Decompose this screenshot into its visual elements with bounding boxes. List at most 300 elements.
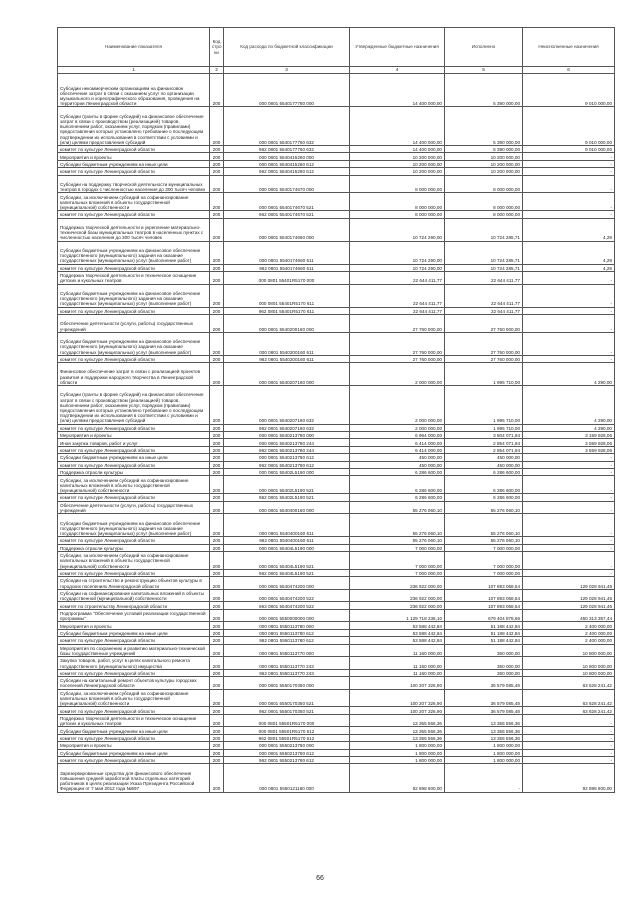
row-approved-cell: 6 414 000,00 bbox=[350, 446, 445, 453]
table-row bbox=[58, 569, 615, 576]
row-code-cell: 962 0801 5540415260 612 bbox=[224, 168, 350, 175]
table-row bbox=[58, 461, 615, 468]
row-approved-cell: 27 760 000,00 bbox=[350, 314, 445, 332]
row-executed-cell: 7 000 000,00 bbox=[445, 569, 523, 576]
row-line-cell: 200 bbox=[210, 175, 224, 193]
table-row bbox=[58, 577, 615, 590]
column-number: 4 bbox=[350, 67, 445, 74]
row-code-cell: 000 0801 5550121160 000 bbox=[224, 764, 350, 792]
row-unexecuted-cell: - bbox=[523, 454, 615, 461]
row-executed-cell: 36 579 085,48 bbox=[445, 689, 523, 707]
row-unexecuted-cell: 9 010 000,00 bbox=[523, 74, 615, 107]
row-code-cell: 000 0801 5540174670 000 bbox=[224, 175, 350, 193]
row-executed-cell: 27 760 000,00 bbox=[445, 332, 523, 355]
row-line-cell: 200 bbox=[210, 446, 224, 453]
row-line-cell: 200 bbox=[210, 644, 224, 657]
row-name-cell: Зарезервированные средства для финансового обеспечения повышения средней заработной платы отдельных категорий работников в целях реализации Указа Президента Российской Федерации от 7 мая 2012 года №597 bbox=[58, 764, 210, 792]
row-executed-cell: 1 800 000,00 bbox=[445, 749, 523, 756]
table-row bbox=[58, 241, 615, 264]
row-line-cell: 200 bbox=[210, 211, 224, 218]
row-approved-cell: 100 207 326,90 bbox=[350, 689, 445, 707]
table-row bbox=[58, 494, 615, 501]
row-code-cell: 000 0801 5540213780 000 bbox=[224, 432, 350, 439]
row-line-cell: 200 bbox=[210, 218, 224, 241]
row-unexecuted-cell: 450 313 357,44 bbox=[523, 609, 615, 622]
row-line-cell: 200 bbox=[210, 432, 224, 439]
column-number: 6 bbox=[523, 67, 615, 74]
row-executed-cell: 10 200 000,00 bbox=[445, 168, 523, 175]
row-unexecuted-cell: 4,29 bbox=[523, 241, 615, 264]
row-unexecuted-cell: - bbox=[523, 742, 615, 749]
row-unexecuted-cell: 63 628 241,42 bbox=[523, 707, 615, 714]
row-line-cell: 200 bbox=[210, 544, 224, 551]
row-line-cell: 200 bbox=[210, 714, 224, 727]
row-unexecuted-cell: 3 559 928,06 bbox=[523, 439, 615, 446]
row-line-cell: 200 bbox=[210, 622, 224, 629]
table-header-row bbox=[58, 28, 615, 67]
row-name-cell: Субсидии бюджетным учреждениям на финансовое обеспечение государственного (муниципального) задания на оказание государственных (муниципальных) услуг (выполнение работ) bbox=[58, 332, 210, 355]
row-name-cell: Субсидии, за исключением субсидий на софинансирование капитальных вложений в объекты государственной (муниципальной) собственности bbox=[58, 476, 210, 494]
row-approved-cell: 10 724 290,00 bbox=[350, 264, 445, 271]
row-line-cell: 200 bbox=[210, 577, 224, 590]
row-code-cell: 000 0801 55501R5170 612 bbox=[224, 727, 350, 734]
row-approved-cell: 6 414 000,00 bbox=[350, 439, 445, 446]
column-number: 2 bbox=[210, 67, 224, 74]
row-code-cell: 000 0801 5540400160 000 bbox=[224, 501, 350, 514]
row-approved-cell: 92 898 600,00 bbox=[350, 764, 445, 792]
row-code-cell: 000 0801 5550113770 243 bbox=[224, 657, 350, 670]
header-name: Наименование показателя bbox=[58, 28, 210, 67]
row-executed-cell: 6 286 600,00 bbox=[445, 469, 523, 476]
row-approved-cell: 236 922 000,00 bbox=[350, 577, 445, 590]
row-unexecuted-cell: 10 800 000,00 bbox=[523, 669, 615, 676]
row-name-cell: комитет по культуре Ленинградской области bbox=[58, 145, 210, 152]
table-body bbox=[58, 74, 615, 793]
row-code-cell: 000 0801 5540177760 632 bbox=[224, 107, 350, 146]
header-approved: Утвержденные бюджетные назначения bbox=[350, 28, 445, 67]
row-name-cell: Иная закупка товаров, работ и услуг bbox=[58, 439, 210, 446]
row-approved-cell: 2 000 000,00 bbox=[350, 386, 445, 425]
row-code-cell: 000 0801 5540177760 000 bbox=[224, 74, 350, 107]
row-name-cell: Поддержка творческой деятельности и укрепление материально-технической базы муниципальных театров в населенных пунктах с численностью населения до 300 тысяч человек bbox=[58, 218, 210, 241]
row-line-cell: 200 bbox=[210, 501, 224, 514]
row-executed-cell: 8 000 000,00 bbox=[445, 211, 523, 218]
row-executed-cell: 450 000,00 bbox=[445, 454, 523, 461]
row-line-cell: 200 bbox=[210, 537, 224, 544]
row-name-cell: комитет по культуре Ленинградской области bbox=[58, 569, 210, 576]
row-name-cell: Субсидии на поддержку творческой деятельности муниципальных театров в городах с численностью населения до 300 тысяч человек bbox=[58, 175, 210, 193]
table-row bbox=[58, 501, 615, 514]
row-approved-cell: 6 964 000,00 bbox=[350, 432, 445, 439]
table-row bbox=[58, 446, 615, 453]
row-unexecuted-cell: 4,29 bbox=[523, 218, 615, 241]
row-line-cell: 200 bbox=[210, 677, 224, 690]
row-executed-cell: 8 000 000,00 bbox=[445, 175, 523, 193]
row-approved-cell: 11 160 000,00 bbox=[350, 669, 445, 676]
row-unexecuted-cell: - bbox=[523, 193, 615, 211]
column-number: 1 bbox=[58, 67, 210, 74]
row-name-cell: Обеспечение деятельности (услуги, работы) государственных учреждений bbox=[58, 314, 210, 332]
row-unexecuted-cell: - bbox=[523, 175, 615, 193]
table-row bbox=[58, 544, 615, 551]
table-row bbox=[58, 677, 615, 690]
row-line-cell: 200 bbox=[210, 74, 224, 107]
row-code-cell: 000 0801 55401R5170 000 bbox=[224, 271, 350, 284]
row-approved-cell: 2 000 000,00 bbox=[350, 363, 445, 386]
row-name-cell: Поддержка отрасли культуры bbox=[58, 469, 210, 476]
row-executed-cell: 51 188 442,84 bbox=[445, 622, 523, 629]
table-row bbox=[58, 160, 615, 167]
row-approved-cell: 55 276 060,10 bbox=[350, 514, 445, 537]
row-executed-cell: 5 390 000,00 bbox=[445, 74, 523, 107]
row-code-cell: 000 0801 5540174660 611 bbox=[224, 241, 350, 264]
row-code-cell: 000 0801 55402L5190 000 bbox=[224, 469, 350, 476]
row-code-cell: 000 0801 55402L5190 521 bbox=[224, 476, 350, 494]
row-unexecuted-cell: 2 400 000,00 bbox=[523, 622, 615, 629]
row-unexecuted-cell: - bbox=[523, 514, 615, 537]
row-executed-cell: 679 404 878,66 bbox=[445, 609, 523, 622]
row-unexecuted-cell: 4 290,00 bbox=[523, 386, 615, 425]
row-code-cell: 000 0801 5540213780 244 bbox=[224, 439, 350, 446]
table-row bbox=[58, 609, 615, 622]
row-approved-cell: 7 000 000,00 bbox=[350, 551, 445, 569]
table-row bbox=[58, 355, 615, 362]
row-name-cell: Субсидии на софинансирование капитальных вложений в объекты государственной (муниципальной) собственности bbox=[58, 589, 210, 602]
row-unexecuted-cell: - bbox=[523, 211, 615, 218]
row-line-cell: 200 bbox=[210, 386, 224, 425]
row-unexecuted-cell: - bbox=[523, 544, 615, 551]
row-line-cell: 200 bbox=[210, 514, 224, 537]
table-row bbox=[58, 629, 615, 636]
row-name-cell: Субсидии бюджетным учреждениям на финансовое обеспечение государственного (муниципального) задания на оказание государственных (муниципальных) услуг (выполнение работ) bbox=[58, 514, 210, 537]
row-executed-cell: 5 390 000,00 bbox=[445, 145, 523, 152]
row-executed-cell: 22 644 411,77 bbox=[445, 307, 523, 314]
table-row bbox=[58, 551, 615, 569]
row-code-cell: 962 0801 5540177760 632 bbox=[224, 145, 350, 152]
row-unexecuted-cell: 129 028 941,46 bbox=[523, 589, 615, 602]
row-unexecuted-cell: - bbox=[523, 160, 615, 167]
row-executed-cell: 10 724 285,71 bbox=[445, 241, 523, 264]
row-unexecuted-cell: - bbox=[523, 501, 615, 514]
row-approved-cell: 6 286 600,00 bbox=[350, 494, 445, 501]
header-executed: Исполнено bbox=[445, 28, 523, 67]
row-executed-cell: 1 995 710,00 bbox=[445, 363, 523, 386]
row-approved-cell: 27 760 000,00 bbox=[350, 332, 445, 355]
row-executed-cell: 1 995 710,00 bbox=[445, 424, 523, 431]
row-name-cell: Субсидии бюджетным учреждениям на иные цели bbox=[58, 727, 210, 734]
row-approved-cell: 2 000 000,00 bbox=[350, 424, 445, 431]
row-name-cell: Субсидии (гранты в форме субсидий) на финансовое обеспечение затрат в связи с производством (реализацией) товаров, выполнением работ, оказанием услуг, порядком (правилами) предоставления которых установлено требование о последующем подтверждении их использования в соответствии с условиями и (или) целями предоставления субсидий bbox=[58, 107, 210, 146]
row-code-cell: 962 0801 5540213780 612 bbox=[224, 461, 350, 468]
row-executed-cell: 360 000,00 bbox=[445, 669, 523, 676]
row-executed-cell: 13 355 556,36 bbox=[445, 714, 523, 727]
row-approved-cell: 8 000 000,00 bbox=[350, 211, 445, 218]
row-line-cell: 200 bbox=[210, 145, 224, 152]
row-unexecuted-cell: - bbox=[523, 537, 615, 544]
row-executed-cell: 55 276 060,10 bbox=[445, 514, 523, 537]
row-approved-cell: 22 644 411,77 bbox=[350, 307, 445, 314]
row-code-cell: 000 0801 5540200160 611 bbox=[224, 332, 350, 355]
row-line-cell: 200 bbox=[210, 355, 224, 362]
row-name-cell: комитет по культуре Ленинградской области bbox=[58, 757, 210, 764]
row-code-cell: 000 0801 5540400160 611 bbox=[224, 514, 350, 537]
header-class-code: Код расхода по бюджетной классификации bbox=[224, 28, 350, 67]
row-unexecuted-cell: 2 400 000,00 bbox=[523, 637, 615, 644]
row-unexecuted-cell: 9 010 000,00 bbox=[523, 145, 615, 152]
row-line-cell: 200 bbox=[210, 757, 224, 764]
table-row bbox=[58, 153, 615, 160]
table-row bbox=[58, 175, 615, 193]
table-row bbox=[58, 589, 615, 602]
row-line-cell: 200 bbox=[210, 107, 224, 146]
table-row bbox=[58, 386, 615, 425]
row-code-cell: 000 0801 5540415260 000 bbox=[224, 153, 350, 160]
budget-execution-table bbox=[57, 27, 615, 793]
row-approved-cell: 1 800 000,00 bbox=[350, 742, 445, 749]
row-name-cell: комитет по культуре Ленинградской области bbox=[58, 307, 210, 314]
row-code-cell: 000 0801 55404L5190 000 bbox=[224, 544, 350, 551]
row-approved-cell: 53 588 442,84 bbox=[350, 622, 445, 629]
row-unexecuted-cell: - bbox=[523, 569, 615, 576]
row-line-cell: 200 bbox=[210, 707, 224, 714]
row-name-cell: Субсидии, за исключением субсидий на софинансирование капитальных вложений в объекты государственной (муниципальной) собственности bbox=[58, 551, 210, 569]
row-line-cell: 200 bbox=[210, 264, 224, 271]
row-name-cell: комитет по культуре Ленинградской области bbox=[58, 707, 210, 714]
row-unexecuted-cell: 4 290,00 bbox=[523, 363, 615, 386]
table-row bbox=[58, 537, 615, 544]
row-executed-cell: 107 893 058,54 bbox=[445, 577, 523, 590]
row-unexecuted-cell: 10 800 000,00 bbox=[523, 657, 615, 670]
row-code-cell: 000 0801 55401R5170 611 bbox=[224, 284, 350, 307]
row-name-cell: комитет по культуре Ленинградской области bbox=[58, 734, 210, 741]
row-name-cell: Обеспечение деятельности (услуги, работы) государственных учреждений bbox=[58, 501, 210, 514]
table-row bbox=[58, 363, 615, 386]
row-unexecuted-cell: 63 628 241,42 bbox=[523, 689, 615, 707]
row-line-cell: 200 bbox=[210, 609, 224, 622]
row-code-cell: 000 0801 5540200160 000 bbox=[224, 314, 350, 332]
row-approved-cell: 8 000 000,00 bbox=[350, 175, 445, 193]
row-code-cell: 000 0801 5550113780 612 bbox=[224, 629, 350, 636]
row-approved-cell: 100 207 326,90 bbox=[350, 707, 445, 714]
row-unexecuted-cell: - bbox=[523, 727, 615, 734]
row-unexecuted-cell: - bbox=[523, 284, 615, 307]
row-code-cell: 000 0801 5540415260 612 bbox=[224, 160, 350, 167]
table-row bbox=[58, 644, 615, 657]
row-approved-cell: 450 000,00 bbox=[350, 454, 445, 461]
row-code-cell: 000 0801 5540174670 521 bbox=[224, 193, 350, 211]
row-line-cell: 200 bbox=[210, 168, 224, 175]
table-row bbox=[58, 742, 615, 749]
row-approved-cell: 10 724 290,00 bbox=[350, 241, 445, 264]
row-line-cell: 200 bbox=[210, 439, 224, 446]
row-code-cell: 962 0801 5540174660 611 bbox=[224, 264, 350, 271]
row-executed-cell: 13 355 556,36 bbox=[445, 734, 523, 741]
row-approved-cell: 100 207 326,90 bbox=[350, 677, 445, 690]
row-unexecuted-cell: - bbox=[523, 271, 615, 284]
row-name-cell: комитет по культуре Ленинградской области bbox=[58, 637, 210, 644]
row-name-cell: Мероприятия и проекты bbox=[58, 153, 210, 160]
row-executed-cell: 10 724 285,71 bbox=[445, 218, 523, 241]
row-code-cell: 962 0801 55404L5190 521 bbox=[224, 569, 350, 576]
row-line-cell: 200 bbox=[210, 193, 224, 211]
table-row bbox=[58, 424, 615, 431]
row-code-cell: 962 0801 55501R5170 612 bbox=[224, 734, 350, 741]
row-code-cell: 000 0801 5540213780 612 bbox=[224, 454, 350, 461]
row-executed-cell: 7 000 000,00 bbox=[445, 544, 523, 551]
row-unexecuted-cell: 4 290,00 bbox=[523, 424, 615, 431]
row-line-cell: 200 bbox=[210, 727, 224, 734]
row-executed-cell: 107 893 058,54 bbox=[445, 589, 523, 602]
row-name-cell: Поддержка творческой деятельности и техническое оснащение детских и кукольных театров bbox=[58, 271, 210, 284]
header-line-code: Код стро ки bbox=[210, 28, 224, 67]
row-approved-cell: 6 286 600,00 bbox=[350, 476, 445, 494]
row-executed-cell: 55 276 060,10 bbox=[445, 537, 523, 544]
row-name-cell: Поддержка отрасли культуры bbox=[58, 544, 210, 551]
row-name-cell: Субсидии бюджетным учреждениям на иные цели bbox=[58, 454, 210, 461]
row-executed-cell: 51 188 442,84 bbox=[445, 637, 523, 644]
row-approved-cell: 55 276 060,10 bbox=[350, 501, 445, 514]
row-approved-cell: 53 588 442,84 bbox=[350, 629, 445, 636]
row-code-cell: 962 0801 5550213780 612 bbox=[224, 757, 350, 764]
row-line-cell: 200 bbox=[210, 314, 224, 332]
row-name-cell: Субсидии некоммерческим организациям на финансовое обеспечение затрат в связи с оказанием услуг по организации музыкального и хореографического образования, проведения на территории Ленинградской области bbox=[58, 74, 210, 107]
row-code-cell: 000 0801 5550000000 000 bbox=[224, 609, 350, 622]
row-unexecuted-cell: - bbox=[523, 355, 615, 362]
row-name-cell: комитет по культуре Ленинградской области bbox=[58, 446, 210, 453]
row-line-cell: 200 bbox=[210, 241, 224, 264]
row-executed-cell: 13 355 556,36 bbox=[445, 727, 523, 734]
row-code-cell: 962 0801 55402L5190 521 bbox=[224, 494, 350, 501]
row-code-cell: 000 0801 5550113770 000 bbox=[224, 644, 350, 657]
table-row bbox=[58, 271, 615, 284]
table-row bbox=[58, 714, 615, 727]
row-code-cell: 000 0801 5550113780 000 bbox=[224, 622, 350, 629]
row-name-cell: Подпрограмма "Обеспечение условий реализации государственной программы" bbox=[58, 609, 210, 622]
row-line-cell: 200 bbox=[210, 742, 224, 749]
row-approved-cell: 8 000 000,00 bbox=[350, 193, 445, 211]
row-line-cell: 200 bbox=[210, 669, 224, 676]
row-code-cell: 000 0801 5550170350 521 bbox=[224, 689, 350, 707]
row-unexecuted-cell: 63 628 241,42 bbox=[523, 677, 615, 690]
table-row bbox=[58, 734, 615, 741]
row-executed-cell: 1 800 000,00 bbox=[445, 742, 523, 749]
row-executed-cell: 8 000 000,00 bbox=[445, 193, 523, 211]
row-line-cell: 200 bbox=[210, 551, 224, 569]
row-name-cell: комитет по культуре Ленинградской области bbox=[58, 355, 210, 362]
table-row bbox=[58, 332, 615, 355]
row-line-cell: 200 bbox=[210, 749, 224, 756]
table-row bbox=[58, 707, 615, 714]
row-executed-cell: 10 200 000,00 bbox=[445, 160, 523, 167]
row-name-cell: Поддержка творческой деятельности и техническое оснащение детских и кукольных театров bbox=[58, 714, 210, 727]
table-row bbox=[58, 657, 615, 670]
row-unexecuted-cell: 129 028 941,46 bbox=[523, 577, 615, 590]
table-row bbox=[58, 439, 615, 446]
row-name-cell: комитет по культуре Ленинградской области bbox=[58, 669, 210, 676]
row-name-cell: комитет по культуре Ленинградской области bbox=[58, 168, 210, 175]
table-row bbox=[58, 218, 615, 241]
row-approved-cell: 7 000 000,00 bbox=[350, 544, 445, 551]
table-row bbox=[58, 307, 615, 314]
row-unexecuted-cell: - bbox=[523, 153, 615, 160]
row-name-cell: Субсидии на капитальный ремонт объектов культуры городских поселений Ленинградской области bbox=[58, 677, 210, 690]
row-code-cell: 962 0801 5550113770 243 bbox=[224, 669, 350, 676]
row-executed-cell: 107 893 058,54 bbox=[445, 602, 523, 609]
row-code-cell: 000 0801 5550213780 000 bbox=[224, 742, 350, 749]
row-unexecuted-cell: 92 898 600,00 bbox=[523, 764, 615, 792]
row-executed-cell: 2 854 071,94 bbox=[445, 446, 523, 453]
row-name-cell: Субсидии бюджетным учреждениям на финансовое обеспечение государственного (муниципального) задания на оказание государственных (муниципальных) услуг (выполнение работ) bbox=[58, 284, 210, 307]
row-executed-cell: 360 000,00 bbox=[445, 644, 523, 657]
row-unexecuted-cell: 4,29 bbox=[523, 264, 615, 271]
row-unexecuted-cell: - bbox=[523, 714, 615, 727]
row-executed-cell: 3 804 071,94 bbox=[445, 432, 523, 439]
row-executed-cell: 6 286 600,00 bbox=[445, 494, 523, 501]
row-executed-cell: 36 579 085,48 bbox=[445, 707, 523, 714]
row-approved-cell: 1 800 000,00 bbox=[350, 749, 445, 756]
row-name-cell: комитет по культуре Ленинградской области bbox=[58, 211, 210, 218]
row-name-cell: комитет по строительству Ленинградской области bbox=[58, 602, 210, 609]
row-unexecuted-cell: 10 800 000,00 bbox=[523, 644, 615, 657]
table-row bbox=[58, 637, 615, 644]
row-executed-cell: 6 286 600,00 bbox=[445, 476, 523, 494]
row-unexecuted-cell: - bbox=[523, 749, 615, 756]
row-approved-cell: 10 200 000,00 bbox=[350, 153, 445, 160]
row-approved-cell: 1 800 000,00 bbox=[350, 757, 445, 764]
row-line-cell: 200 bbox=[210, 469, 224, 476]
row-name-cell: Субсидии бюджетным учреждениям на иные цели bbox=[58, 160, 210, 167]
table-row bbox=[58, 454, 615, 461]
row-name-cell: Субсидии бюджетным учреждениям на финансовое обеспечение государственного (муниципального) задания на оказание государственных (муниципальных) услуг (выполнение работ) bbox=[58, 241, 210, 264]
row-code-cell: 962 0801 5540400160 611 bbox=[224, 537, 350, 544]
row-name-cell: комитет по культуре Ленинградской области bbox=[58, 537, 210, 544]
row-executed-cell: 22 644 411,77 bbox=[445, 284, 523, 307]
row-executed-cell: 1 800 000,00 bbox=[445, 757, 523, 764]
row-name-cell: Финансовое обеспечение затрат в связи с реализацией проектов развития и поддержки народного творчества в Ленинградской области bbox=[58, 363, 210, 386]
row-executed-cell: 5 390 000,00 bbox=[445, 107, 523, 146]
row-approved-cell: 6 286 600,00 bbox=[350, 469, 445, 476]
row-line-cell: 200 bbox=[210, 284, 224, 307]
row-approved-cell: 1 129 718 236,10 bbox=[350, 609, 445, 622]
row-code-cell: 000 0801 5540474200 522 bbox=[224, 589, 350, 602]
row-code-cell: 000 0801 55501R5170 000 bbox=[224, 714, 350, 727]
row-approved-cell: 22 644 411,77 bbox=[350, 284, 445, 307]
row-code-cell: 962 0801 5550170350 521 bbox=[224, 707, 350, 714]
row-code-cell: 000 0801 5540474200 000 bbox=[224, 577, 350, 590]
row-approved-cell: 13 355 556,36 bbox=[350, 714, 445, 727]
table-row bbox=[58, 145, 615, 152]
table-row bbox=[58, 764, 615, 792]
row-name-cell: Мероприятия и проекты bbox=[58, 432, 210, 439]
column-number: 5 bbox=[445, 67, 523, 74]
table-row bbox=[58, 264, 615, 271]
row-executed-cell: 10 200 000,00 bbox=[445, 153, 523, 160]
row-line-cell: 200 bbox=[210, 734, 224, 741]
row-unexecuted-cell: - bbox=[523, 757, 615, 764]
row-line-cell: 200 bbox=[210, 271, 224, 284]
table-row bbox=[58, 314, 615, 332]
row-code-cell: 000 0801 5550170350 000 bbox=[224, 677, 350, 690]
row-line-cell: 200 bbox=[210, 160, 224, 167]
row-name-cell: Субсидии (гранты в форме субсидий) на финансовое обеспечение затрат в связи с производством (реализацией) товаров, выполнением работ, оказанием услуг, порядком (правилами) предоставления которых установлено требование о последующем подтверждении их использования в соответствии с условиями и (или) целями предоставления субсидий bbox=[58, 386, 210, 425]
table-row bbox=[58, 168, 615, 175]
row-line-cell: 200 bbox=[210, 689, 224, 707]
table-row bbox=[58, 107, 615, 146]
row-approved-cell: 14 400 000,00 bbox=[350, 74, 445, 107]
row-name-cell: комитет по культуре Ленинградской области bbox=[58, 461, 210, 468]
row-unexecuted-cell: - bbox=[523, 332, 615, 355]
row-approved-cell: 27 760 000,00 bbox=[350, 355, 445, 362]
